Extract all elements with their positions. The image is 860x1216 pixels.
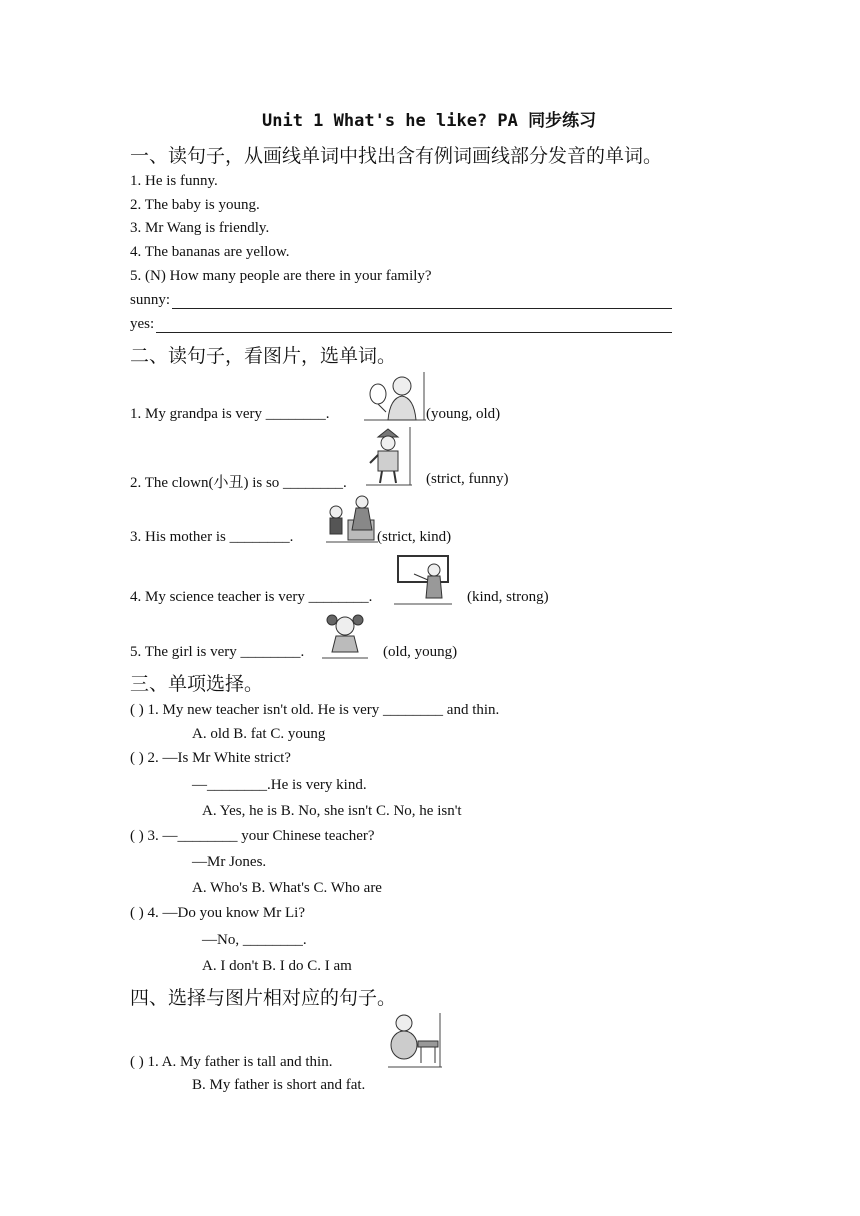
mc-question-stem: ( ) 3. —________ your Chinese teacher? [130,828,375,844]
teacher-picture [394,552,452,606]
question-text: 3. His mother is ________. [130,529,294,545]
question-text: 2. The clown(小丑) is so ________. [130,475,347,491]
section-2-heading: 二、读句子，看图片，选单词。 [130,345,397,367]
answer-label-yes: yes: [130,316,155,332]
question-text: 4. My science teacher is very ________. [130,589,373,605]
mc-options: A. Who's B. What's C. Who are [192,880,382,896]
mc-question-stem: ( ) 4. —Do you know Mr Li? [130,905,305,921]
answer-line-yes[interactable] [156,332,672,333]
section-1-heading: 一、读句子，从画线单词中找出含有例词画线部分发音的单词。 [130,145,663,167]
mc-question-sub: —No, ________. [202,932,307,948]
page-title: Unit 1 What's he like? PA 同步练习 [262,111,597,131]
mc-question-stem: ( ) 1. My new teacher isn't old. He is very ________ and thin. [130,702,500,718]
mc-options: A. I don't B. I do C. I am [202,958,352,974]
choices: (old, young) [383,644,458,660]
girl-picture [322,612,368,660]
section-3-heading: 三、单项选择。 [130,673,264,695]
section-1-line: 4. The bananas are yellow. [130,244,290,260]
match-question-stem: ( ) 1. A. My father is tall and thin. [130,1054,333,1070]
question-text: 5. The girl is very ________. [130,644,305,660]
mc-question-stem: ( ) 2. —Is Mr White strict? [130,750,291,766]
section-4-heading: 四、选择与图片相对应的句子。 [130,987,397,1009]
question-text: 1. My grandpa is very ________. [130,406,330,422]
choices: (strict, funny) [426,471,509,487]
clown-picture [366,427,412,487]
choices: (young, old) [426,406,501,422]
section-1-line: 3. Mr Wang is friendly. [130,220,270,236]
section-1-line: 2. The baby is young. [130,197,260,213]
choices: (kind, strong) [467,589,549,605]
match-option-b: B. My father is short and fat. [192,1077,366,1093]
answer-line-sunny[interactable] [172,308,672,309]
mc-question-sub: —________.He is very kind. [192,777,367,793]
grandpa-picture [364,372,426,422]
answer-label-sunny: sunny: [130,292,171,308]
mother-picture [326,494,378,544]
mc-options: A. old B. fat C. young [192,726,326,742]
mc-question-sub: —Mr Jones. [192,854,267,870]
mc-options: A. Yes, he is B. No, she isn't C. No, he isn't [202,803,462,819]
choices: (strict, kind) [377,529,452,545]
section-1-line: 5. (N) How many people are there in your family? [130,268,432,284]
father-picture [388,1013,442,1069]
section-1-line: 1. He is funny. [130,173,218,189]
